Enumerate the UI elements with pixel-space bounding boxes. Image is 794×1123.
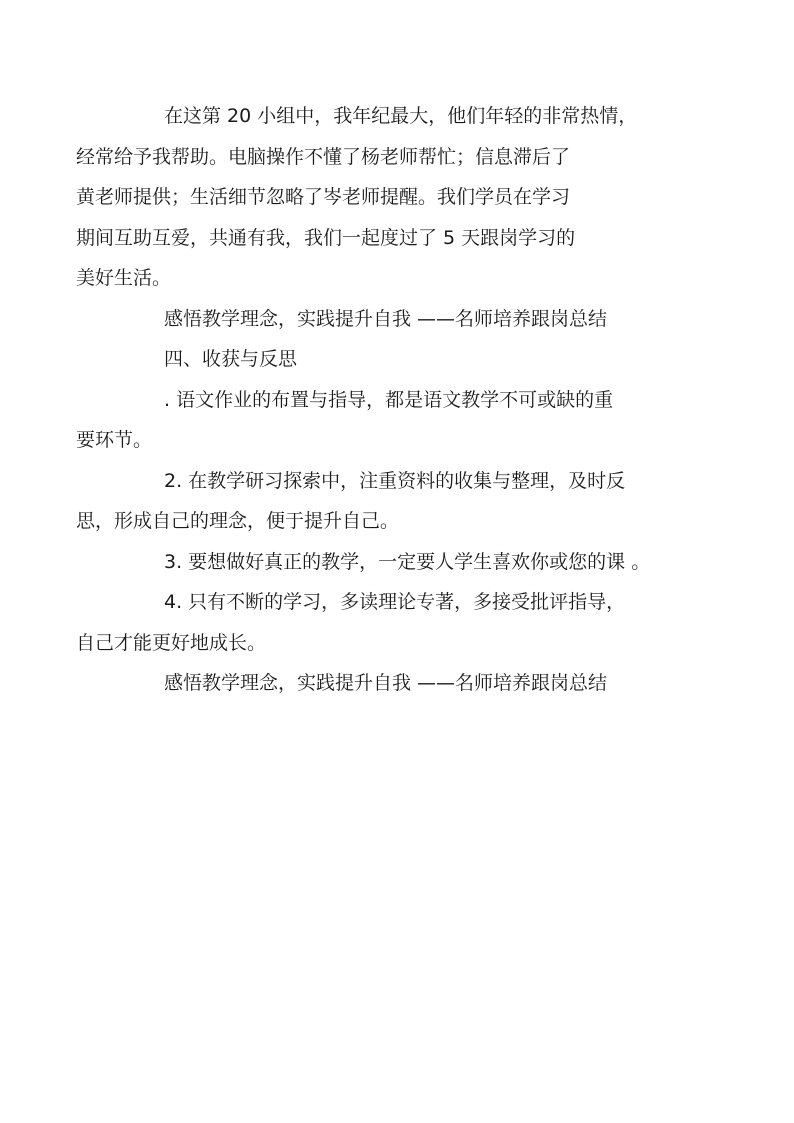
text-line: 感悟教学理念，实践提升自我 ——名师培养跟岗总结 (164, 307, 608, 330)
text-line: 四、收获与反思 (164, 348, 298, 370)
text-line: 在这第 20 小组中，我年纪最大，他们年轻的非常热情， (164, 105, 638, 127)
list-item-3 (120, 542, 686, 583)
document-body (76, 96, 686, 704)
text-line: 2. 在教学研习探索中，注重资料的收集与整理，及时反 (164, 469, 626, 492)
text-line: 黄老师提供；生活细节忽略了岑老师提醒。我们学员在学习 (76, 186, 571, 208)
text-line: 要环节。 (76, 429, 153, 451)
text-line: 经常给予我帮助。电脑操作不懂了杨老师帮忙；信息滞后了 (76, 145, 571, 168)
list-item-2 (76, 461, 686, 542)
text-line: 期间互助互爱，共通有我，我们一起度过了 5 天跟岗学习的 (76, 226, 576, 249)
text-line: 3. 要想做好真正的教学，一定要人学生喜欢你或您的课 。 (164, 550, 651, 573)
text-line: 美好生活。 (76, 267, 172, 289)
list-item-4 (76, 582, 686, 663)
paragraph-group-experience (76, 96, 686, 299)
text-line: 思，形成自己的理念，便于提升自己。 (76, 510, 400, 532)
text-line: . 语文作业的布置与指导，都是语文教学不可或缺的重 (164, 388, 614, 411)
section-heading-reflection (120, 339, 686, 380)
text-line: 4. 只有不断的学习，多读理论专著，多接受批评指导， (164, 591, 626, 613)
list-item-1 (76, 380, 686, 461)
section-heading-summary (120, 299, 686, 340)
text-line: 感悟教学理念，实践提升自我 ——名师培养跟岗总结 (164, 672, 608, 694)
text-line: 自己才能更好地成长。 (76, 631, 267, 654)
section-heading-summary-repeat (120, 663, 686, 704)
